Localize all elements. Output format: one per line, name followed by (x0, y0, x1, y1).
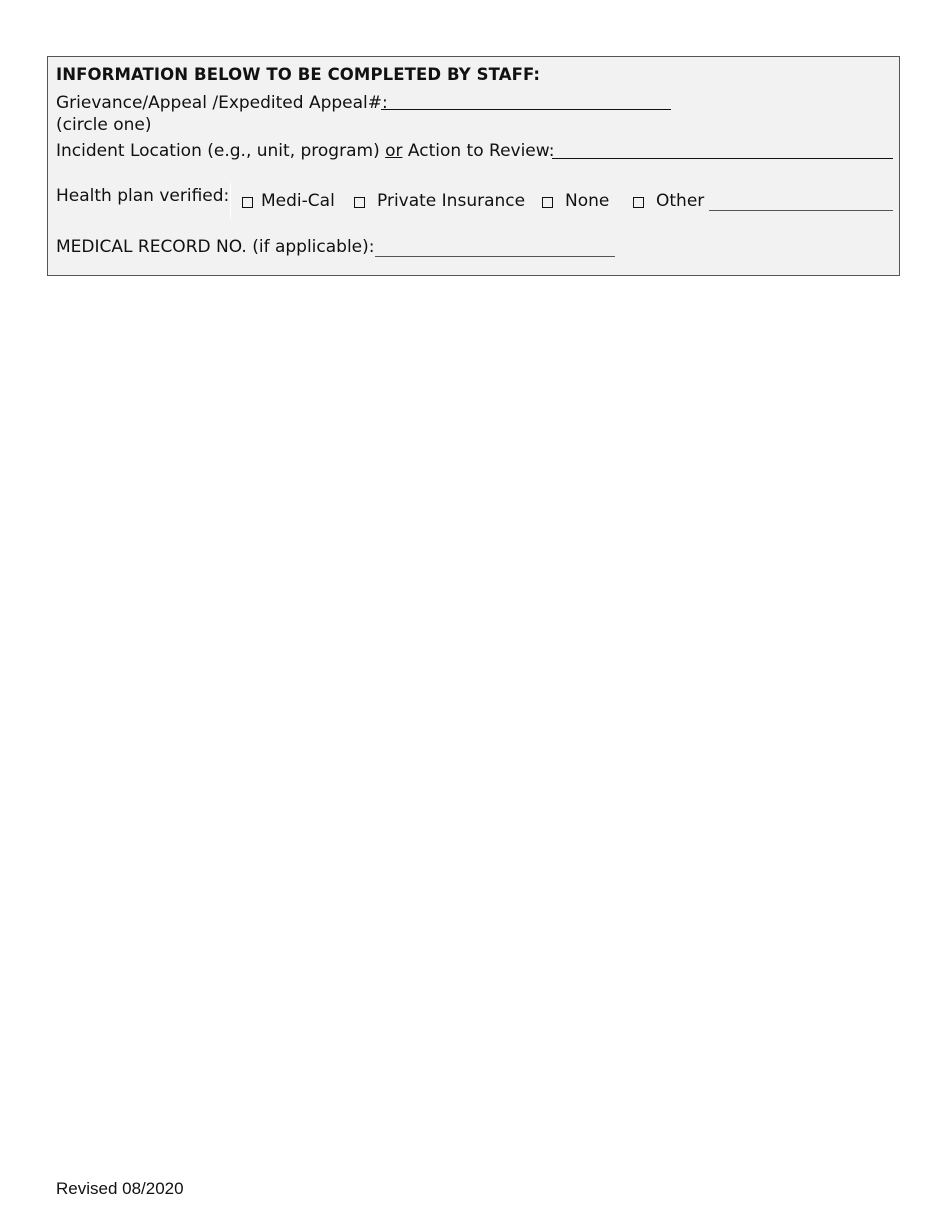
incident-label-part1: Incident Location (e.g., unit, program) (56, 141, 386, 161)
incident-location-field[interactable] (552, 158, 893, 159)
divider (230, 183, 231, 219)
medi-cal-label: Medi-Cal (261, 191, 335, 211)
health-plan-label: Health plan verified: (56, 186, 230, 206)
other-checkbox[interactable] (633, 197, 644, 208)
medi-cal-checkbox[interactable] (242, 197, 253, 208)
section-heading: INFORMATION BELOW TO BE COMPLETED BY STAFF: (56, 65, 541, 84)
grievance-number-field[interactable] (381, 109, 671, 110)
private-insurance-label: Private Insurance (377, 191, 526, 211)
none-label: None (565, 191, 610, 211)
circle-one-note: (circle one) (56, 115, 152, 135)
incident-label-or: or (385, 141, 403, 161)
private-insurance-checkbox[interactable] (354, 197, 365, 208)
none-checkbox[interactable] (542, 197, 553, 208)
other-plan-field[interactable] (709, 210, 893, 211)
incident-location-label (56, 141, 554, 161)
grievance-label: Grievance/Appeal /Expedited Appeal#: (56, 93, 388, 113)
other-label: Other (656, 191, 705, 211)
revision-date: Revised 08/2020 (56, 1179, 184, 1198)
staff-info-section (47, 56, 900, 276)
incident-label-part2: Action to Review: (402, 141, 555, 161)
medical-record-label: MEDICAL RECORD NO. (if applicable): (56, 237, 375, 257)
medical-record-field[interactable] (375, 256, 615, 257)
